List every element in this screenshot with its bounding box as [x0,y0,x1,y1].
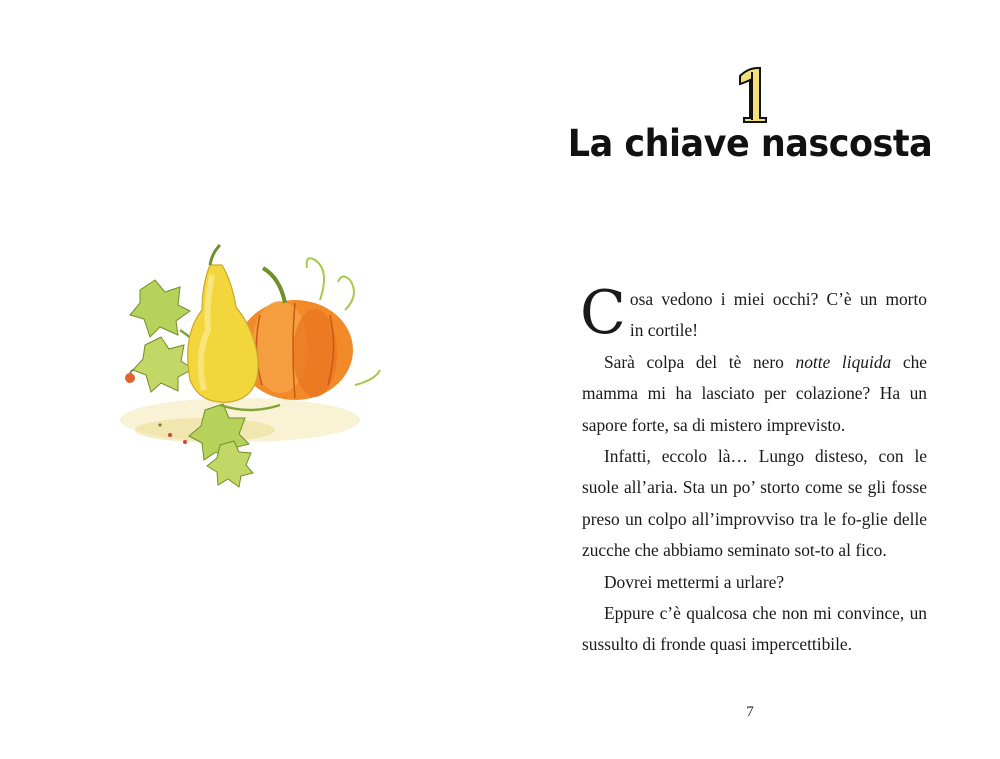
paragraph-1: C osa vedono i miei occhi? C’è un morto in cortile! [580,278,927,348]
chapter-title: La chiave nascosta [567,122,933,166]
paragraph-5: Eppure c’è qualcosa che non mi convince, un sussulto di fronde quasi impercettibile. [582,603,927,655]
chapter-number-ornament [732,64,772,126]
drop-cap: C [580,278,626,348]
paragraph-3: Infatti, eccolo là… Lungo disteso, con le suole all’aria. Sta un po’ storto come se gli fosse preso un colpo all’improvviso tra le fo-glie delle zucche che abbiamo seminato sot-to al fico. [582,446,927,561]
pumpkin-and-gourd-illustration [110,235,395,495]
right-page [500,0,1000,759]
paragraph-2: Sarà colpa del tè nero notte liquida che mamma mi ha lasciato per colazione? Ha un sapore forte, sa di mistero imprevisto. [582,351,928,435]
chapter-body-text [580,278,928,661]
tea-name-italic: notte liquida [795,351,892,372]
page-number: 7 [746,704,754,720]
paragraph-4: Dovrei mettermi a urlare? [604,571,785,592]
